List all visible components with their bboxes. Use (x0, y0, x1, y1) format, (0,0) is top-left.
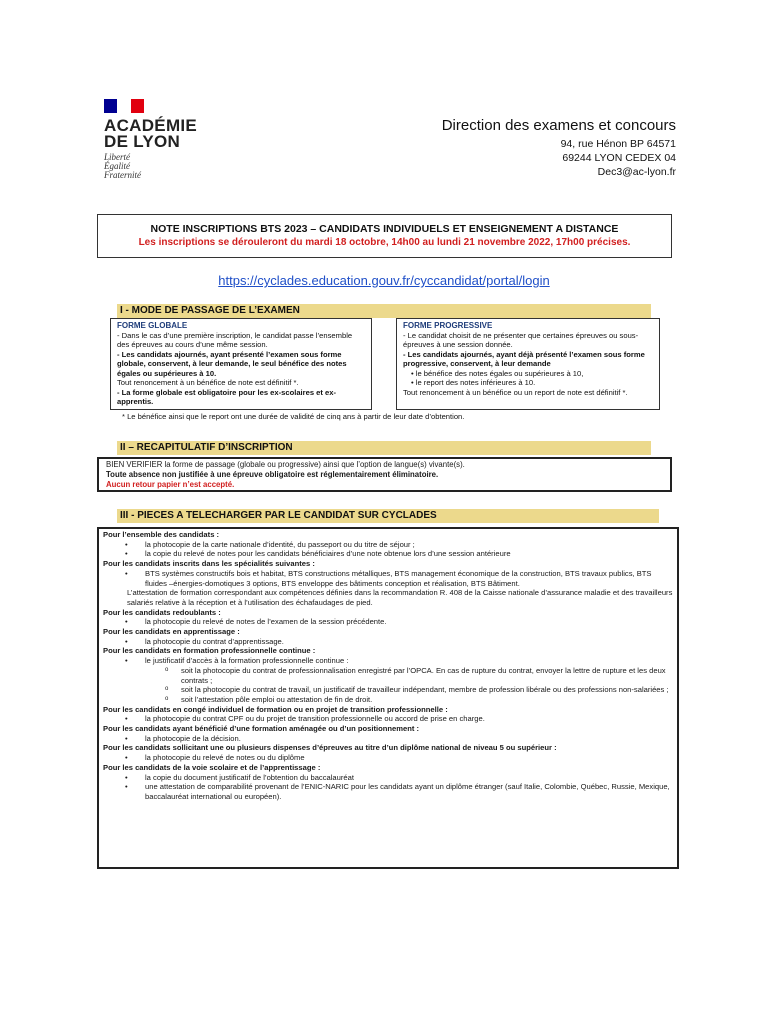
list-item: • la photocopie du relevé de notes ou du diplôme (103, 753, 673, 763)
recap-line-3: Aucun retour papier n’est accepté. (106, 479, 235, 489)
motto-liberte: Liberté (104, 152, 130, 162)
globale-line-3: Tout renoncement à un bénéfice de note est définitif *. (117, 378, 299, 387)
globale-line-1: - Dans le cas d’une première inscription, le candidat passe l’ensemble des épreuves au cours d’une même session. (117, 330, 353, 349)
recap-line-2: Toute absence non justifiée à une épreuve obligatoire est réglementairement éliminatoire. (106, 469, 439, 479)
republique-francaise-flag-icon (104, 99, 144, 113)
forme-progressive-box (396, 318, 660, 410)
motto-fraternite: Fraternité (104, 170, 141, 180)
candidate-category: Pour les candidats en formation professionnelle continue : (103, 646, 316, 656)
progressive-line-2: - Les candidats ajournés, ayant déjà présenté l’examen sous forme progressive, conservent, à leur demande (403, 349, 645, 368)
contact-email[interactable]: Dec3@ac-lyon.fr (597, 166, 676, 178)
list-item: • la photocopie du contrat d’apprentissage. (103, 637, 673, 647)
recap-box (97, 457, 672, 492)
banner-dates: Les inscriptions se dérouleront du mardi 18 octobre, 14h00 au lundi 21 novembre 2022, 17h00 précises. (138, 237, 631, 248)
pieces-box (97, 527, 679, 869)
candidate-category: Pour les candidats redoublants : (103, 607, 221, 617)
progressive-line-1: - Le candidat choisit de ne présenter que certaines épreuves ou sous-épreuves à une session donnée. (403, 330, 639, 349)
forme-globale-title: FORME GLOBALE (117, 321, 188, 330)
sub-list-item: o soit la photocopie du contrat de travail, un justificatif de travailleur indépendant, membre de profession libérale ou des professions non-salariées ; (103, 685, 673, 695)
candidate-category: Pour les candidats inscrits dans les spécialités suivantes : (103, 559, 315, 569)
list-item: L’attestation de formation correspondant aux compétences définies dans la recommandation R. 408 de la Caisse nationale d’assurance maladie et des travailleurs salariés relative à la réception et à l’utilisation des échafaudages de pied. (127, 588, 673, 607)
address-street: 94, rue Hénon BP 64571 (560, 138, 676, 150)
sub-list-item: o soit la photocopie du contrat de professionnalisation enregistré par l’OPCA. En cas de rupture du contrat, envoyer la lettre de rupture et les deux contrats ; (103, 666, 673, 685)
candidate-category: Pour les candidats en congé individuel de formation ou en projet de transition professionnelle : (103, 704, 448, 714)
list-item: • la photocopie de la carte nationale d’identité, du passeport ou du titre de séjour ; (103, 540, 673, 550)
section-2-heading: II – RECAPITULATIF D’INSCRIPTION (117, 441, 651, 455)
sub-list-item: o soit l’attestation pôle emploi ou attestation de fin de droit. (103, 695, 673, 705)
list-item: • le justificatif d’accès à la formation professionnelle continue : (103, 656, 673, 666)
logo-line-2: DE LYON (104, 132, 181, 151)
candidate-category: Pour les candidats de la voie scolaire et de l’apprentissage : (103, 762, 321, 772)
progressive-line-4: • le report des notes inférieures à 10. (411, 378, 536, 387)
list-item: • la photocopie de la décision. (103, 734, 673, 744)
forme-progressive-title: FORME PROGRESSIVE (403, 321, 493, 330)
recap-line-1: BIEN VERIFIER la forme de passage (globale ou progressive) ainsi que l’option de langue(s) vivante(s). (106, 460, 465, 469)
inscription-banner (97, 214, 672, 258)
progressive-line-3: • le bénéfice des notes égales ou supérieures à 10, (411, 368, 584, 378)
list-item: • la photocopie du contrat CPF ou du projet de transition professionnelle ou accord de prise en charge. (103, 714, 673, 724)
progressive-line-5: Tout renoncement à un bénéfice ou un report de note est définitif *. (403, 387, 628, 397)
validity-note: * Le bénéfice ainsi que le report ont une durée de validité de cinq ans à partir de leur date d’obtention. (122, 412, 465, 421)
address-city: 69244 LYON CEDEX 04 (562, 152, 676, 164)
globale-line-2: - Les candidats ajournés, ayant présenté l’examen sous forme globale, conservent, à leur demande, le seul bénéfice des notes égales ou supérieures à 10. (117, 349, 347, 378)
logo-line-1: ACADÉMIE (104, 116, 198, 135)
candidate-category: Pour les candidats sollicitant une ou plusieurs dispenses d’épreuves au titre d’un diplôme national de niveau 5 ou supérieur : (103, 743, 557, 753)
direction-title: Direction des examens et concours (441, 117, 676, 134)
candidate-category: Pour les candidats ayant bénéficié d’une formation aménagée ou d’un positionnement : (103, 724, 420, 734)
list-item: • la copie du document justificatif de l’obtention du baccalauréat (103, 773, 673, 783)
list-item: • une attestation de comparabilité provenant de l’ENIC-NARIC pour les candidats ayant un diplôme étranger (sauf Italie, Colombie, Québec, Russie, Mexique, baccalauréat international ou européen). (103, 782, 673, 801)
candidate-category: Pour les candidats en apprentissage : (103, 627, 240, 637)
section-1-heading: I - MODE DE PASSAGE DE L’EXAMEN (117, 304, 651, 318)
section-3-heading: III - PIECES A TELECHARGER PAR LE CANDIDAT SUR CYCLADES (117, 509, 659, 523)
banner-title: NOTE INSCRIPTIONS BTS 2023 – CANDIDATS INDIVIDUELS ET ENSEIGNEMENT A DISTANCE (150, 223, 619, 235)
list-item: • la photocopie du relevé de notes de l’examen de la session précédente. (103, 617, 673, 627)
motto-egalite: Égalité (104, 161, 130, 171)
list-item: • BTS systèmes constructifs bois et habitat, BTS constructions métalliques, BTS management économique de la construction, BTS travaux publics, BTS fluides –énergies-domotiques 3 options, BTS enveloppe des bâtiments conception et réalisation, BTS Bâtiment. (103, 569, 673, 588)
cyclades-link[interactable]: https://cyclades.education.gouv.fr/cyccandidat/portal/login (218, 273, 550, 288)
list-item: • la copie du relevé de notes pour les candidats bénéficiaires d’une note obtenue lors d’une session antérieure (103, 549, 673, 559)
globale-line-4: - La forme globale est obligatoire pour les ex-scolaires et ex-apprentis. (117, 387, 337, 406)
forme-globale-box (110, 318, 372, 410)
candidate-category: Pour l’ensemble des candidats : (103, 530, 220, 539)
